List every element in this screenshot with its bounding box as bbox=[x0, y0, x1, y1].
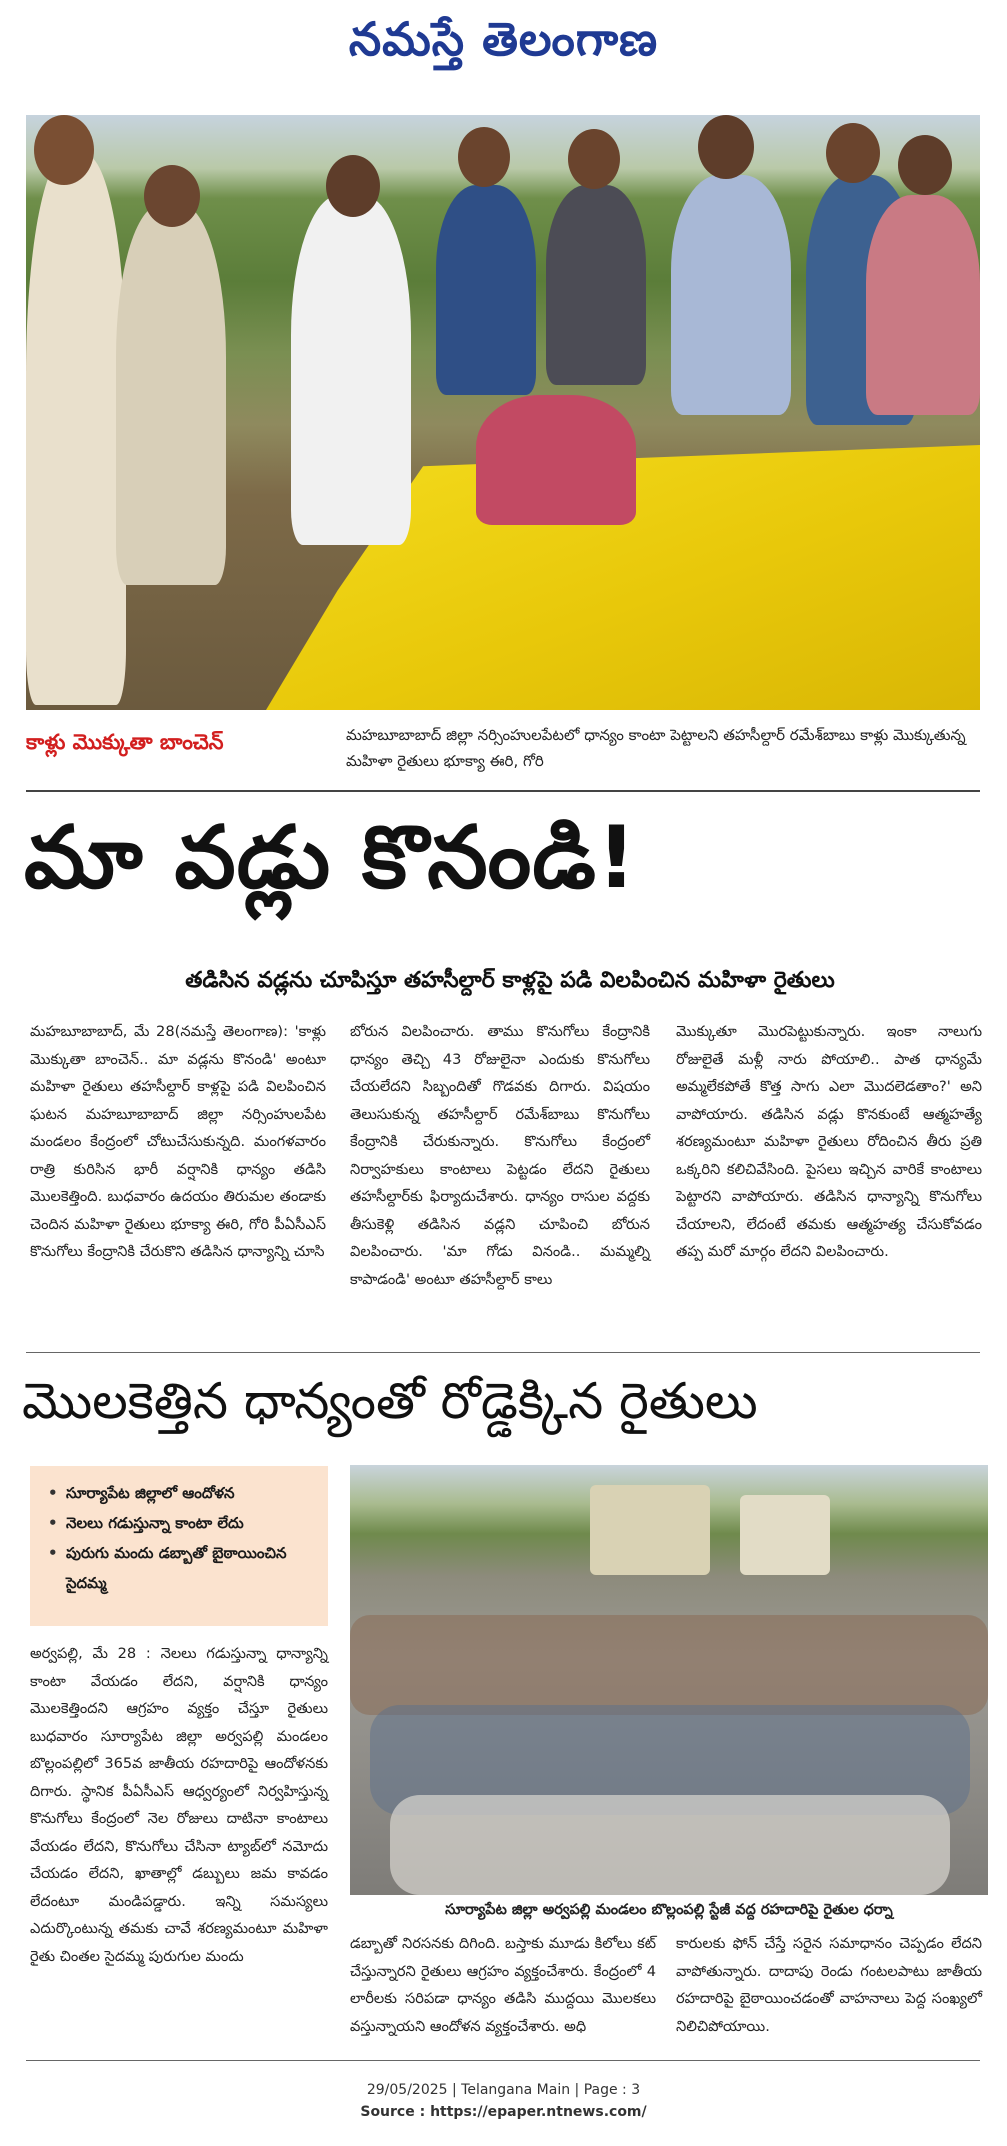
story2-column-2: డబ్బాతో నిరసనకు దిగింది. బస్తాకు మూడు కిలోలు కట్ చేస్తున్నారని రైతులు ఆగ్రహం వ్యక్తంచేశారు. కేంద్రంలో 4 లారీలకు సరిపడా ధాన్యం తడిసి ముద్దయి మొలకలు వస్తున్నాయని ఆందోళన వ్యక్తంచేశారు. అధి bbox=[350, 1935, 656, 2035]
figure-head bbox=[34, 115, 94, 185]
lorry bbox=[740, 1495, 830, 1575]
figure-head bbox=[326, 155, 380, 217]
story2-column-3: కారులకు ఫోన్ చేస్తే సరైన సమాధానం చెప్పడం లేదని వాపోతున్నారు. దాదాపు రెండు గంటలపాటు జాతీయ రహదారిపై బైఠాయించడంతో వాహనాలు పెద్ద సంఖ్యలో నిలిచిపోయాయి. bbox=[676, 1935, 982, 2035]
story1-photo-caption bbox=[26, 722, 980, 784]
figure-head bbox=[568, 129, 620, 189]
figure bbox=[116, 205, 226, 585]
story2-headline: మొలకెత్తిన ధాన్యంతో రోడ్డెక్కిన రైతులు bbox=[22, 1372, 758, 1430]
figure-head bbox=[144, 165, 200, 227]
story2-highlights bbox=[30, 1466, 328, 1626]
figure bbox=[671, 175, 791, 415]
divider bbox=[26, 2060, 980, 2061]
story1-column-3: మొక్కుతూ మొరపెట్టుకున్నారు. ఇంకా నాలుగు రోజులైతే మళ్లీ నారు పోయాలి.. పాత ధాన్యమే అమ్మలేకపోతే కొత్త సాగు ఎలా మొదలెడతాం?' అని వాపోయారు. తడిసిన వడ్లు కొనకుంటే ఆత్మహత్యే శరణ్యమంటూ మహిళా రైతులు రోదించిన తీరు ప్రతి ఒక్కరిని కలిచివేసింది. పైసలు ఇచ్చిన వారికే కాంటాలు పెట్టారని వాపోయారు. తడిసిన ధాన్యాన్ని కొనుగోలు చేయాలని, లేదంటే తమకు ఆత్మహత్య చేసుకోవడం తప్ప మరో మార్గం లేదని విలపించారు. bbox=[676, 1023, 982, 1260]
story1-column-2: బోరున విలపించారు. తాము కొనుగోలు కేంద్రానికి ధాన్యం తెచ్చి 43 రోజులైనా ఎందుకు కొనుగోలు చేయలేదని సిబ్బందితో గొడవకు దిగారు. విషయం తెలుసుకున్న తహసీల్దార్ రమేశ్‌బాబు కొనుగోలు కేంద్రానికి చేరుకున్నారు. కొనుగోలు కేంద్రంలో నిర్వాహకులు కాంటాలు పెట్టడం లేదని రైతులు తహసీల్దార్‌కు ఫిర్యాదుచేశారు. ధాన్యం రాసుల వద్దకు తీసుకెళ్లి తడిసిన వడ్లని చూపించి బోరున విలపించారు. 'మా గోడు వినండి.. మమ్మల్ని కాపాడండి' అంటూ తహసీల్దార్ కాలు bbox=[350, 1023, 650, 1288]
highlight-item: • నెలలు గడుస్తున్నా కాంటా లేదు bbox=[46, 1508, 318, 1538]
divider bbox=[26, 1352, 980, 1353]
footer-source: Source : https://epaper.ntnews.com/ bbox=[360, 2104, 647, 2120]
lorry bbox=[590, 1485, 710, 1575]
masthead bbox=[0, 0, 1007, 100]
caption-tag: కాళ్లు మొక్కుతా బాంచెన్ bbox=[26, 730, 224, 754]
story2-photo bbox=[350, 1465, 988, 1895]
highlight-item: • పురుగు మందు డబ్బాతో బైఠాయించిన సైదమ్మ bbox=[46, 1538, 318, 1598]
figure bbox=[866, 195, 980, 415]
caption-text: మహబూబాబాద్ జిల్లా నర్సింహులపేటలో ధాన్యం కాంటా పెట్టాలని తహసీల్దార్ రమేశ్‌బాబు కాళ్లు మొక్కుతున్న మహిళా రైతులు భూక్యా ఈరి, గోరి bbox=[346, 726, 966, 770]
story2-lead-column: అర్వపల్లి, మే 28 : నెలలు గడుస్తున్నా ధాన్యాన్ని కాంటా వేయడం లేదని, వర్షానికి ధాన్యం మొలకెత్తిందని ఆగ్రహం వ్యక్తం చేస్తూ రైతులు బుధవారం సూర్యాపేట జిల్లా అర్వపల్లి మండలం బొల్లంపల్లిలో 365వ జాతీయ రహదారిపై ఆందోళనకు దిగారు. స్థానిక పీఏసీఎస్ ఆధ్వర్యంలో నిర్వహిస్తున్న కొనుగోలు కేంద్రంలో నెల రోజులు దాటినా కాంటాలు వేయడం లేదని, కొనుగోలు చేసినా ట్యాబ్‌లో నమోదు చేయడం లేదని, ఖాతాల్లో డబ్బులు జమ కావడం లేదంటూ మండిపడ్డారు. ఇన్ని సమస్యలు ఎదుర్కొంటున్న తమకు చావే శరణ్యమంటూ మహిళా రైతు చింతల సైదమ్మ పురుగుల మందు bbox=[30, 1645, 328, 1965]
figure-head bbox=[898, 135, 952, 195]
figure-head bbox=[826, 123, 880, 183]
story1-subheadline: తడిసిన వడ్లను చూపిస్తూ తహసీల్దార్ కాళ్లపై పడి విలపించిన మహిళా రైతులు bbox=[185, 968, 835, 993]
footer-dateline: 29/05/2025 | Telangana Main | Page : 3 bbox=[366, 2082, 641, 2098]
masthead-title: నమస్తే తెలంగాణ bbox=[348, 12, 659, 66]
story1-photo bbox=[26, 115, 980, 710]
story1-headline: మా వడ్లు కొనండి! bbox=[24, 808, 638, 908]
figure-head bbox=[458, 127, 510, 187]
seated-crowd bbox=[390, 1795, 950, 1895]
figure bbox=[546, 185, 646, 385]
figure bbox=[476, 395, 636, 525]
crowd bbox=[350, 1615, 988, 1715]
story1-column-1: మహబూబాబాద్, మే 28(నమస్తే తెలంగాణ): 'కాళ్లు మొక్కుతా బాంచెన్.. మా వడ్లను కొనండి' అంటూ మహిళా రైతులు తహసీల్దార్ కాళ్లపై పడి విలపించిన ఘటన మహబూబాబాద్ జిల్లా నర్సింహులపేట మండలం కేంద్రంలో చోటుచేసుకున్నది. మంగళవారం రాత్రి కురిసిన భారీ వర్షానికి ధాన్యం తడిసి మొలకెత్తింది. బుధవారం ఉదయం తిరుమల తండాకు చెందిన మహిళా రైతులు భూక్యా ఈరి, గోరి పీఏసీఎస్ కొనుగోలు కేంద్రానికి చేరుకొని తడిసిన ధాన్యాన్ని చూసి bbox=[30, 1023, 326, 1260]
figure bbox=[26, 155, 126, 705]
divider bbox=[26, 790, 980, 792]
figure bbox=[436, 185, 536, 395]
highlight-item: • సూర్యాపేట జిల్లాలో ఆందోళన bbox=[46, 1478, 318, 1508]
figure-head bbox=[698, 115, 754, 179]
figure bbox=[291, 195, 411, 545]
story2-photo-caption: సూర్యాపేట జిల్లా అర్వపల్లి మండలం బొల్లంపల్లి స్టేజీ వద్ద రహదారిపై రైతుల ధర్నా bbox=[445, 1902, 893, 1918]
